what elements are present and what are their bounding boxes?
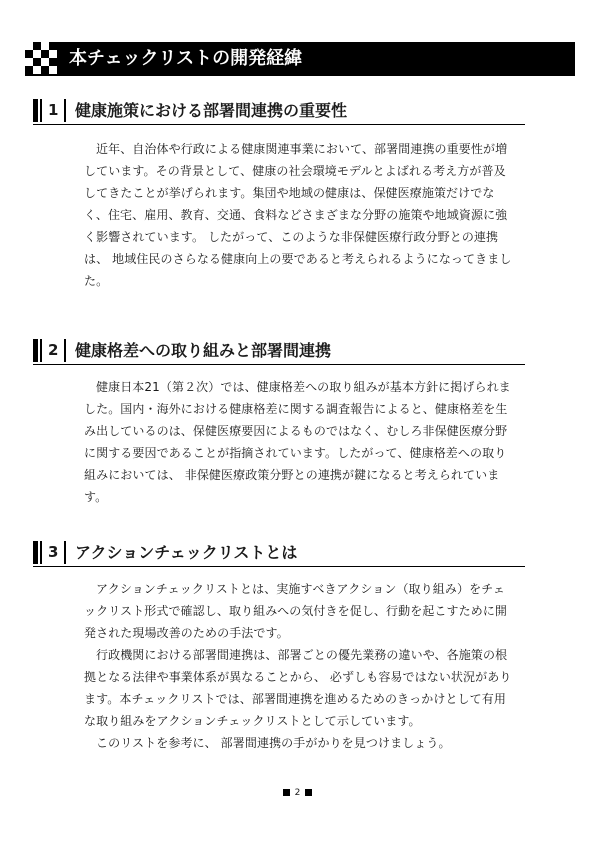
paragraph: このリストを参考に、 部署間連携の手がかりを見つけましょう。 <box>96 736 451 750</box>
section-2-body <box>84 376 516 508</box>
square-icon <box>305 789 312 796</box>
section-title: 健康施策における部署間連携の重要性 <box>75 101 348 120</box>
paragraph: 健康日本21（第２次）では、健康格差への取り組みが基本方針に掲げられました。国内・海外における健康格差に関する調査報告によると、健康格差を生み出しているのは、保健医療要因によるものではなく、むしろ非保健医療分野に関する要因であることが指摘されています。したがって、健康格差への取り組みにおいては、 非保健医療政策分野との連携が鍵になると考えられています。 <box>84 380 511 504</box>
section-3-body <box>84 578 516 754</box>
section-number: 3 <box>48 543 59 561</box>
section-title: 健康格差への取り組みと部署間連携 <box>75 341 332 360</box>
section-number: 1 <box>48 101 59 119</box>
page-footer <box>0 788 595 798</box>
section-1-heading <box>33 98 525 125</box>
heading-bar-icon <box>33 99 38 122</box>
heading-bar-icon <box>33 541 38 564</box>
checker-pattern-icon <box>25 42 59 76</box>
paragraph: 行政機関における部署間連携は、部署ごとの優先業務の違いや、各施策の根拠となる法律や事業体系が異なることから、 必ずしも容易ではない状況があります。本チェックリストでは、部署間連携を進めるためのきっかけとして有用な取り組みをアクションチェックリストとして示しています。 <box>84 648 512 728</box>
paragraph: アクションチェックリストとは、実施すべきアクション（取り組み）をチェックリスト形式で確認し、取り組みへの気付きを促し、行動を起こすために開発された現場改善のための手法です。 <box>84 582 508 640</box>
section-3-heading <box>33 540 525 567</box>
section-title: アクションチェックリストとは <box>75 543 298 562</box>
page-title: 本チェックリストの開発経緯 <box>69 48 303 69</box>
square-icon <box>283 789 290 796</box>
section-1-body <box>84 138 516 292</box>
heading-bar-icon <box>33 339 38 362</box>
section-2-heading <box>33 338 525 365</box>
paragraph: 近年、自治体や行政による健康関連事業において、部署間連携の重要性が増しています。その背景として、健康の社会環境モデルとよばれる考え方が普及してきたことが挙げられます。集団や地域の健康は、保健医療施策だけでなく、住宅、雇用、教育、交通、食料などさまざまな分野の施策や地域資源に強く影響されています。 したがって、このような非保健医療行政分野との連携は、 地域住民のさらなる健康向上の要であると考えられるようになってきました。 <box>84 142 512 288</box>
section-number: 2 <box>48 341 59 359</box>
page-number: 2 <box>294 788 301 798</box>
page-header <box>25 42 575 76</box>
